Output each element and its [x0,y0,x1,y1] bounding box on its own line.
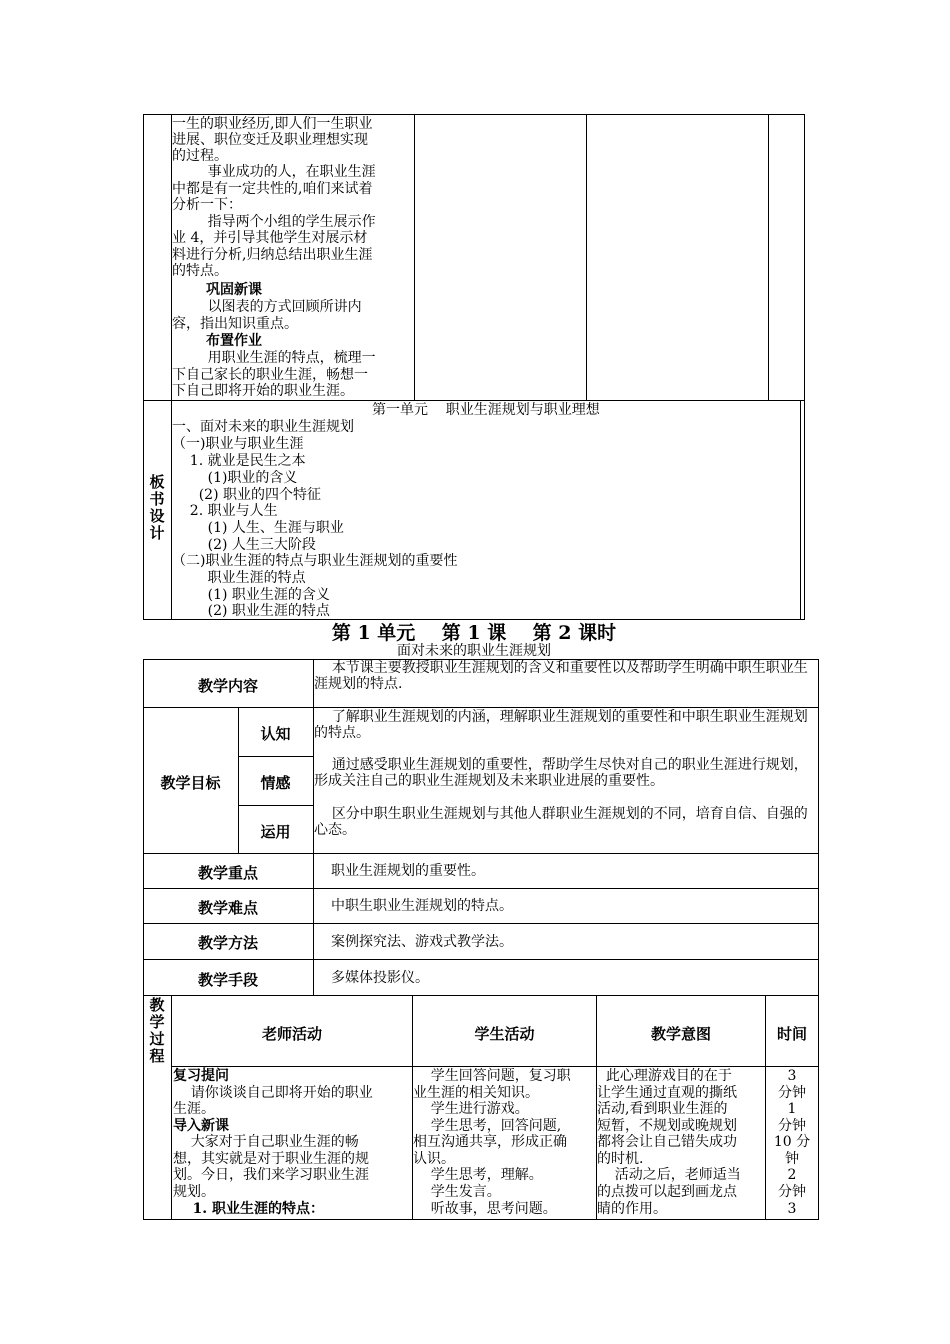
intent-line: 的点拨可以起到画龙点 [597,1184,737,1200]
teacher-line: 的特点。 [172,263,228,279]
board-line: （一)职业与职业生涯 [172,436,304,452]
col-teacher-activity: 老师活动 [261,1025,322,1043]
board-line: (2) 人生三大阶段 [172,537,316,553]
goal-application-text: 区分中职生职业生涯规划与其他人群职业生涯规划的不同，培育自信、自强的心态。 [314,806,808,839]
content-label: 教学内容 [197,677,258,695]
board-line: （二)职业生涯的特点与职业生涯规划的重要性 [172,553,458,569]
col-student-activity: 学生活动 [474,1025,535,1043]
teacher-line: 事业成功的人，在职业生涯 [172,164,376,180]
key-point-text: 职业生涯规划的重要性。 [331,863,485,879]
board-design-label: 板书设计 [149,473,165,542]
student-line: 认识。 [413,1151,455,1167]
teacher-line: 一生的职业经历,即人们一生职业 [172,116,373,132]
student-line: 学生思考，理解。 [413,1167,543,1183]
time-line: 10 分 [773,1134,811,1150]
intent-line: 活动,看到职业生涯的 [597,1101,728,1117]
goal-emotion-label: 情感 [260,774,291,792]
goal-application-label: 运用 [260,823,291,841]
board-line: (1) 人生、生涯与职业 [172,520,344,536]
consolidate-title: 巩固新课 [206,282,262,298]
lesson-heading: 第 1 单元 第 1 课 第 2 课时 [331,622,617,644]
time-line: 2 [787,1167,797,1183]
student-line: 听故事，思考问题。 [413,1201,557,1217]
goal-cognition-text: 了解职业生涯规划的内涵，理解职业生涯规划的重要性和中职生职业生涯规划的特点。 [314,709,808,742]
intent-line: 短暂，不规划或晚规划 [597,1118,737,1134]
intro-line: 大家对于自己职业生涯的畅 [173,1134,359,1150]
process-label: 教学过程 [149,996,165,1065]
teacher-line: 中都是有一定共性的,咱们来试着 [172,181,373,197]
time-line: 分钟 [778,1184,806,1200]
board-line: 1. 就业是民生之本 [172,453,306,469]
intent-line: 此心理游戏目的在于 [597,1068,732,1084]
goal-cognition-label: 认知 [260,725,291,743]
teacher-line: 的过程。 [172,148,228,164]
means-text: 多媒体投影仪。 [331,970,429,986]
time-line: 3 [787,1201,797,1217]
time-line: 钟 [785,1151,799,1167]
board-line: 职业生涯的特点 [172,570,306,586]
review-line: 生涯。 [173,1101,215,1117]
intent-line: 活动之后，老师适当 [597,1167,741,1183]
student-line: 学生回答问题，复习职 [413,1068,571,1084]
intro-title: 导入新课 [173,1118,229,1134]
board-line: 2. 职业与人生 [172,503,278,519]
student-line: 业生涯的相关知识。 [413,1085,539,1101]
student-line: 学生思考，回答问题, [413,1118,562,1134]
board-line: (1) 职业生涯的含义 [172,587,330,603]
time-line: 3 [787,1068,797,1084]
teacher-line: 业 4，并引导其他学生对展示材 [172,230,368,246]
intent-line: 的时机. [597,1151,644,1167]
review-title: 复习提问 [173,1068,229,1084]
col-time: 时间 [776,1025,807,1043]
time-line: 分钟 [778,1118,806,1134]
goal-emotion-text: 通过感受职业生涯规划的重要性，帮助学生尽快对自己的职业生涯进行规划，形成关注自己的职业生涯规划及未来职业进展的重要性。 [314,757,808,790]
intro-line: 规划。 [173,1184,215,1200]
time-line: 1 [787,1101,797,1117]
intro-line: 划。今日，我们来学习职业生涯 [173,1167,369,1183]
consolidate-line: 容，指出知识重点。 [172,316,298,332]
homework-line: 下自己即将开始的职业生涯。 [172,383,354,399]
student-line: 学生进行游戏。 [413,1101,529,1117]
time-line: 分钟 [778,1085,806,1101]
consolidate-line: 以图表的方式回顾所讲内 [172,299,362,315]
board-title: 第一单元 职业生涯规划与职业理想 [372,402,600,418]
student-line: 学生发言。 [413,1184,501,1200]
student-line: 相互沟通共享，形成正确 [413,1134,567,1150]
homework-line: 用职业生涯的特点，梳理一 [172,350,376,366]
lesson-subheading: 面对未来的职业生涯规划 [397,643,551,659]
difficulty-text: 中职生职业生涯规划的特点。 [331,898,513,914]
content-text: 本节课主要教授职业生涯规划的含义和重要性以及帮助学生明确中职生职业生涯规划的特点. [314,660,808,693]
difficulty-label: 教学难点 [197,899,258,917]
homework-title: 布置作业 [206,333,262,349]
teacher-line: 料进行分析,归纳总结出职业生涯 [172,247,373,263]
intent-line: 让学生通过直观的撕纸 [597,1085,737,1101]
board-line: 一、面对未来的职业生涯规划 [172,419,354,435]
teacher-line: 分析一下： [172,197,242,213]
board-line: (1)职业的含义 [172,470,298,486]
homework-line: 下自己家长的职业生涯，畅想一 [172,367,368,383]
review-line: 请你谈谈自己即将开始的职业 [173,1085,373,1101]
goals-label: 教学目标 [160,774,221,792]
key-point-label: 教学重点 [197,864,258,882]
board-line: (2) 职业的四个特征 [172,487,321,503]
col-intent: 教学意图 [650,1025,711,1043]
intent-line: 睛的作用。 [597,1201,667,1217]
method-text: 案例探究法、游戏式教学法。 [331,934,513,950]
method-label: 教学方法 [197,934,258,952]
intro-line: 想，其实就是对于职业生涯的规 [173,1151,369,1167]
means-label: 教学手段 [197,971,258,989]
teacher-line: 进展、职位变迁及职业理想实现 [172,132,368,148]
point-title: 1. 职业生涯的特点： [173,1201,324,1217]
board-line: (2) 职业生涯的特点 [172,603,330,619]
teacher-line: 指导两个小组的学生展示作 [172,214,376,230]
intent-line: 都将会让自己错失成功 [597,1134,737,1150]
